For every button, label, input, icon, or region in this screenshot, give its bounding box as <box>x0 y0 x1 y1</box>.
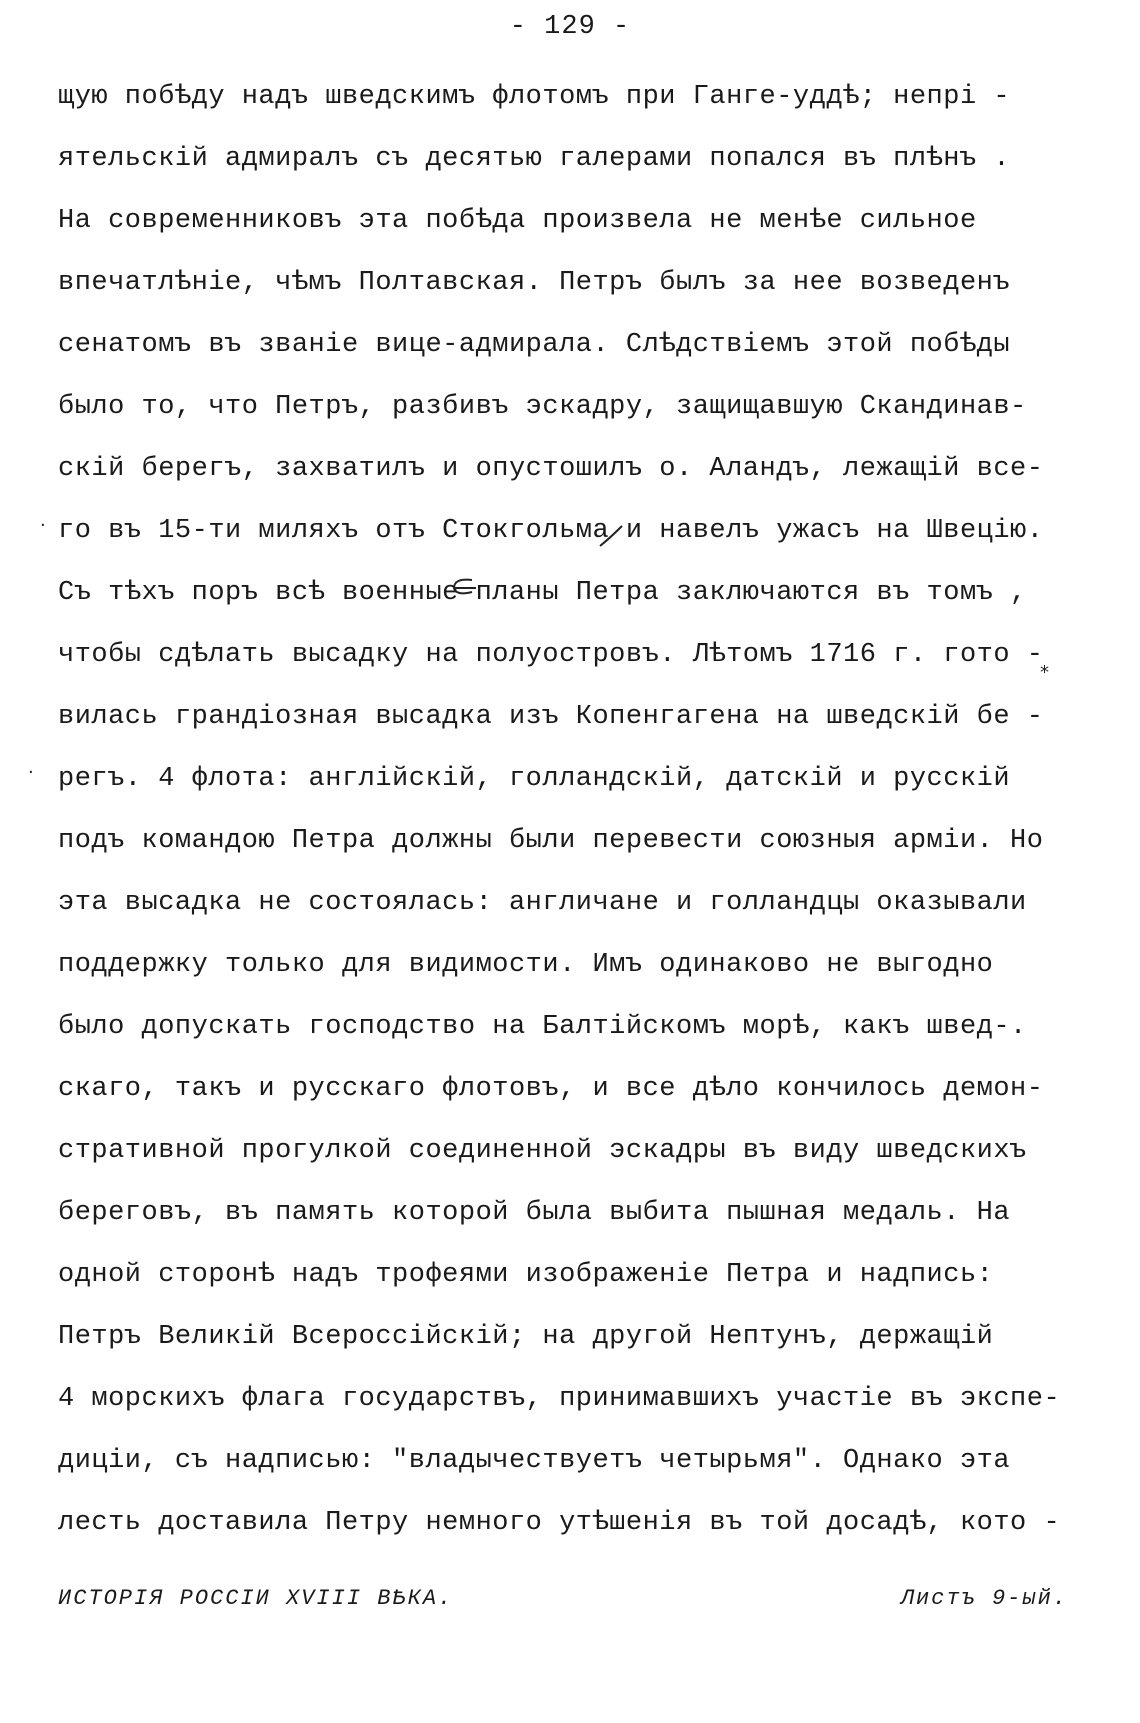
text-line: одной сторонѣ надъ трофеями изображеніе Петра и надпись: <box>58 1260 994 1290</box>
page-number: - 129 - <box>509 12 631 42</box>
text-line: подъ командою Петра должны были перевести союзныя арміи. Но <box>58 826 1044 856</box>
text-line: чтобы сдѣлать высадку на полуостровъ. Лѣтомъ 1716 г. гото - <box>58 640 1044 670</box>
margin-dot-mark: · <box>28 762 34 783</box>
text-line: диціи, съ надписью: "владычествуетъ четырьмя". Однако эта <box>58 1446 1011 1476</box>
text-line: береговъ, въ память которой была выбита пышная медаль. На <box>58 1198 1011 1228</box>
text-line: лесть доставила Петру немного утѣшенія въ той досадѣ, кото - <box>58 1508 1061 1538</box>
margin-asterisk-mark: * <box>1040 662 1049 683</box>
text-line: сенатомъ въ званіе вице-адмирала. Слѣдствіемъ этой побѣды <box>58 330 1011 360</box>
body-text <box>58 66 1098 1554</box>
text-line: поддержку только для видимости. Имъ одинаково не выгодно <box>58 950 994 980</box>
footer-title: ИСТОРІЯ РОССІИ XVIII ВѢКА. <box>58 1586 454 1611</box>
footer-sheet-number: Листъ 9-ый. <box>900 1586 1068 1611</box>
text-line: Съ тѣхъ поръ всѣ военные планы Петра заключаются въ томъ , <box>58 578 1027 608</box>
text-line: скій берегъ, захватилъ и опустошилъ о. Аландъ, лежащій все- <box>58 454 1044 484</box>
handwritten-correction-mark <box>448 574 478 600</box>
text-line: щую побѣду надъ шведскимъ флотомъ при Ганге-уддѣ; непрі - <box>58 82 1011 112</box>
text-line: 4 морскихъ флага государствъ, принимавшихъ участіе въ экспе- <box>58 1384 1061 1414</box>
margin-dot-mark: · <box>40 515 46 536</box>
text-line: ятельскій адмиралъ съ десятью галерами попался въ плѣнъ . <box>58 144 1011 174</box>
text-line: регъ. 4 флота: англійскій, голландскій, датскій и русскій <box>58 764 1011 794</box>
text-line: го въ 15-ти миляхъ отъ Стокгольма и навелъ ужасъ на Швецію. <box>58 516 1044 546</box>
text-line: Петръ Великій Всероссійскій; на другой Нептунъ, держащій <box>58 1322 994 1352</box>
text-line: впечатлѣніе, чѣмъ Полтавская. Петръ былъ за нее возведенъ <box>58 268 1011 298</box>
text-line: эта высадка не состоялась: англичане и голландцы оказывали <box>58 888 1027 918</box>
text-line: вилась грандіозная высадка изъ Копенгагена на шведскій бе - <box>58 702 1044 732</box>
text-line: На современниковъ эта побѣда произвела не менѣе сильное <box>58 206 977 236</box>
text-line: стративной прогулкой соединенной эскадры въ виду шведскихъ <box>58 1136 1027 1166</box>
text-line: было допускать господство на Балтійскомъ морѣ, какъ швед-. <box>58 1012 1027 1042</box>
text-line: было то, что Петръ, разбивъ эскадру, защищавшую Скандинав- <box>58 392 1027 422</box>
handwritten-correction-mark <box>596 520 626 552</box>
text-line: скаго, такъ и русскаго флотовъ, и все дѣло кончилось демон- <box>58 1074 1044 1104</box>
